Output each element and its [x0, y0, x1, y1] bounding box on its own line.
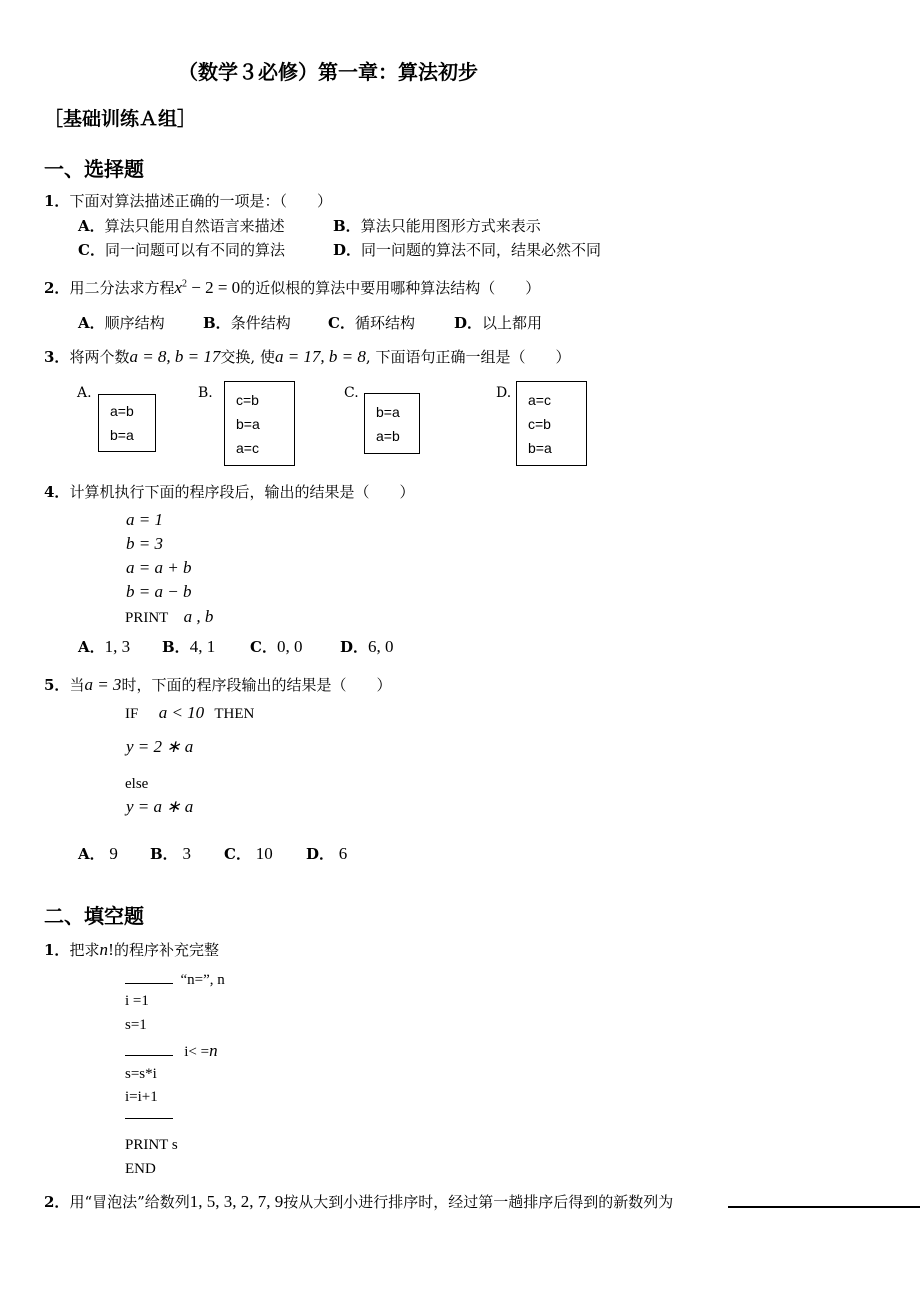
q3-box-label-c: C. — [344, 385, 359, 401]
q4-code-print: PRINT a , b — [125, 607, 214, 626]
question-number: 5． — [44, 676, 70, 694]
question-4: 4．计算机执行下面的程序段后，输出的结果是（ ） — [44, 483, 415, 501]
question-number: 2． — [44, 279, 70, 297]
q4-option-b: B．4, 1 — [162, 637, 216, 656]
equation: a = 3 — [84, 675, 122, 694]
question-number: 1． — [44, 192, 70, 210]
question-text: 下面对算法描述正确的一项是：（ ） — [69, 192, 332, 210]
q5-code-else: else — [125, 776, 149, 792]
q5-option-b: B． 3 — [150, 844, 191, 863]
q1-option-a: A．算法只能用自然语言来描述 — [78, 217, 285, 235]
q3-box-label-b: B. — [198, 385, 213, 401]
equation: n — [99, 940, 108, 959]
q4-option-a: A．1, 3 — [78, 637, 131, 656]
f1-code-line-7: PRINT s — [125, 1137, 178, 1153]
q4-code-line-2: b = 3 — [126, 534, 163, 553]
fill-question-2: 2．用“冒泡法”给数列1, 5, 3, 2, 7, 9按从大到小进行排序时，经过第一趟排序后得到的新数列为 — [44, 1192, 674, 1211]
q4-option-c: C．0, 0 — [250, 637, 303, 656]
q5-code-if: IF a < 10 THEN — [125, 703, 255, 722]
q4-code-line-4: b = a − b — [126, 582, 192, 601]
q5-code-line-1: y = 2 ∗ a — [126, 737, 194, 756]
question-number: 4． — [44, 483, 70, 501]
question-number: 1． — [44, 941, 70, 959]
equation: a = 17, b = 8 — [274, 347, 366, 366]
f1-code-line-2: i =1 — [125, 993, 149, 1009]
q3-code-box-a: a=b b=a — [98, 394, 156, 452]
q3-code-box-b: c=b b=a a=c — [224, 381, 295, 466]
page-title: （数学３必修）第一章：算法初步 — [178, 60, 478, 84]
f1-code-line-3: s=1 — [125, 1017, 147, 1033]
question-number: 2． — [44, 1193, 70, 1211]
question-5: 5．当a = 3时，下面的程序段输出的结果是（ ） — [44, 675, 392, 694]
q5-option-a: A． 9 — [78, 844, 118, 863]
equation: $x^2 - 2 = 0$ — [174, 278, 241, 297]
f1-code-line-6: i=i+1 — [125, 1089, 158, 1105]
q4-code-line-3: a = a + b — [126, 558, 192, 577]
fill-question-1: 1．把求n!的程序补充完整 — [44, 940, 219, 959]
f1-code-line-1: “n=”, n — [125, 969, 225, 989]
q2-option-d: D．以上都用 — [454, 314, 543, 332]
q3-code-box-d: a=c c=b b=a — [516, 381, 587, 466]
section-heading-choice: 一、选择题 — [44, 157, 144, 181]
answer-blank[interactable] — [125, 1041, 173, 1056]
q2-option-a: A．顺序结构 — [78, 314, 165, 332]
question-2: 2．用二分法求方程$x^2 - 2 = 0$的近似根的算法中要用哪种算法结构（ ） — [44, 278, 541, 297]
number-sequence: 1, 5, 3, 2, 7, 9 — [189, 1192, 284, 1211]
group-heading: ［基础训练Ａ组］ — [44, 108, 197, 130]
q5-code-line-2: y = a ∗ a — [126, 797, 194, 816]
q2-option-c: C．循环结构 — [328, 314, 415, 332]
q5-option-c: C． 10 — [224, 844, 273, 863]
q3-code-box-c: b=a a=b — [364, 393, 420, 454]
equation: a = 8, b = 17 — [129, 347, 221, 366]
answer-blank[interactable] — [125, 969, 173, 984]
q4-code-line-1: a = 1 — [126, 510, 163, 529]
section-heading-fill: 二、填空题 — [44, 904, 144, 928]
question-3: 3．将两个数a = 8, b = 17交换, 使a = 17, b = 8, 下面语句正确一组是（ ） — [44, 347, 571, 366]
answer-line[interactable] — [728, 1206, 920, 1208]
q5-option-d: D． 6 — [306, 844, 348, 863]
q1-option-c: C．同一问题可以有不同的算法 — [78, 241, 285, 259]
answer-blank[interactable] — [125, 1118, 173, 1119]
q1-option-b: B．算法只能用图形方式来表示 — [333, 217, 541, 235]
q3-box-label-a: A. — [77, 385, 92, 401]
q4-option-d: D．6, 0 — [340, 637, 394, 656]
f1-code-line-8: END — [125, 1161, 156, 1177]
q2-option-b: B．条件结构 — [203, 314, 291, 332]
question-1 — [44, 190, 332, 211]
f1-code-line-4: i< =n — [125, 1041, 218, 1061]
f1-code-line-5: s=s*i — [125, 1066, 157, 1082]
q3-box-label-d: D. — [496, 385, 512, 401]
question-number: 3． — [44, 348, 70, 366]
q1-option-d: D．同一问题的算法不同，结果必然不同 — [333, 241, 602, 259]
